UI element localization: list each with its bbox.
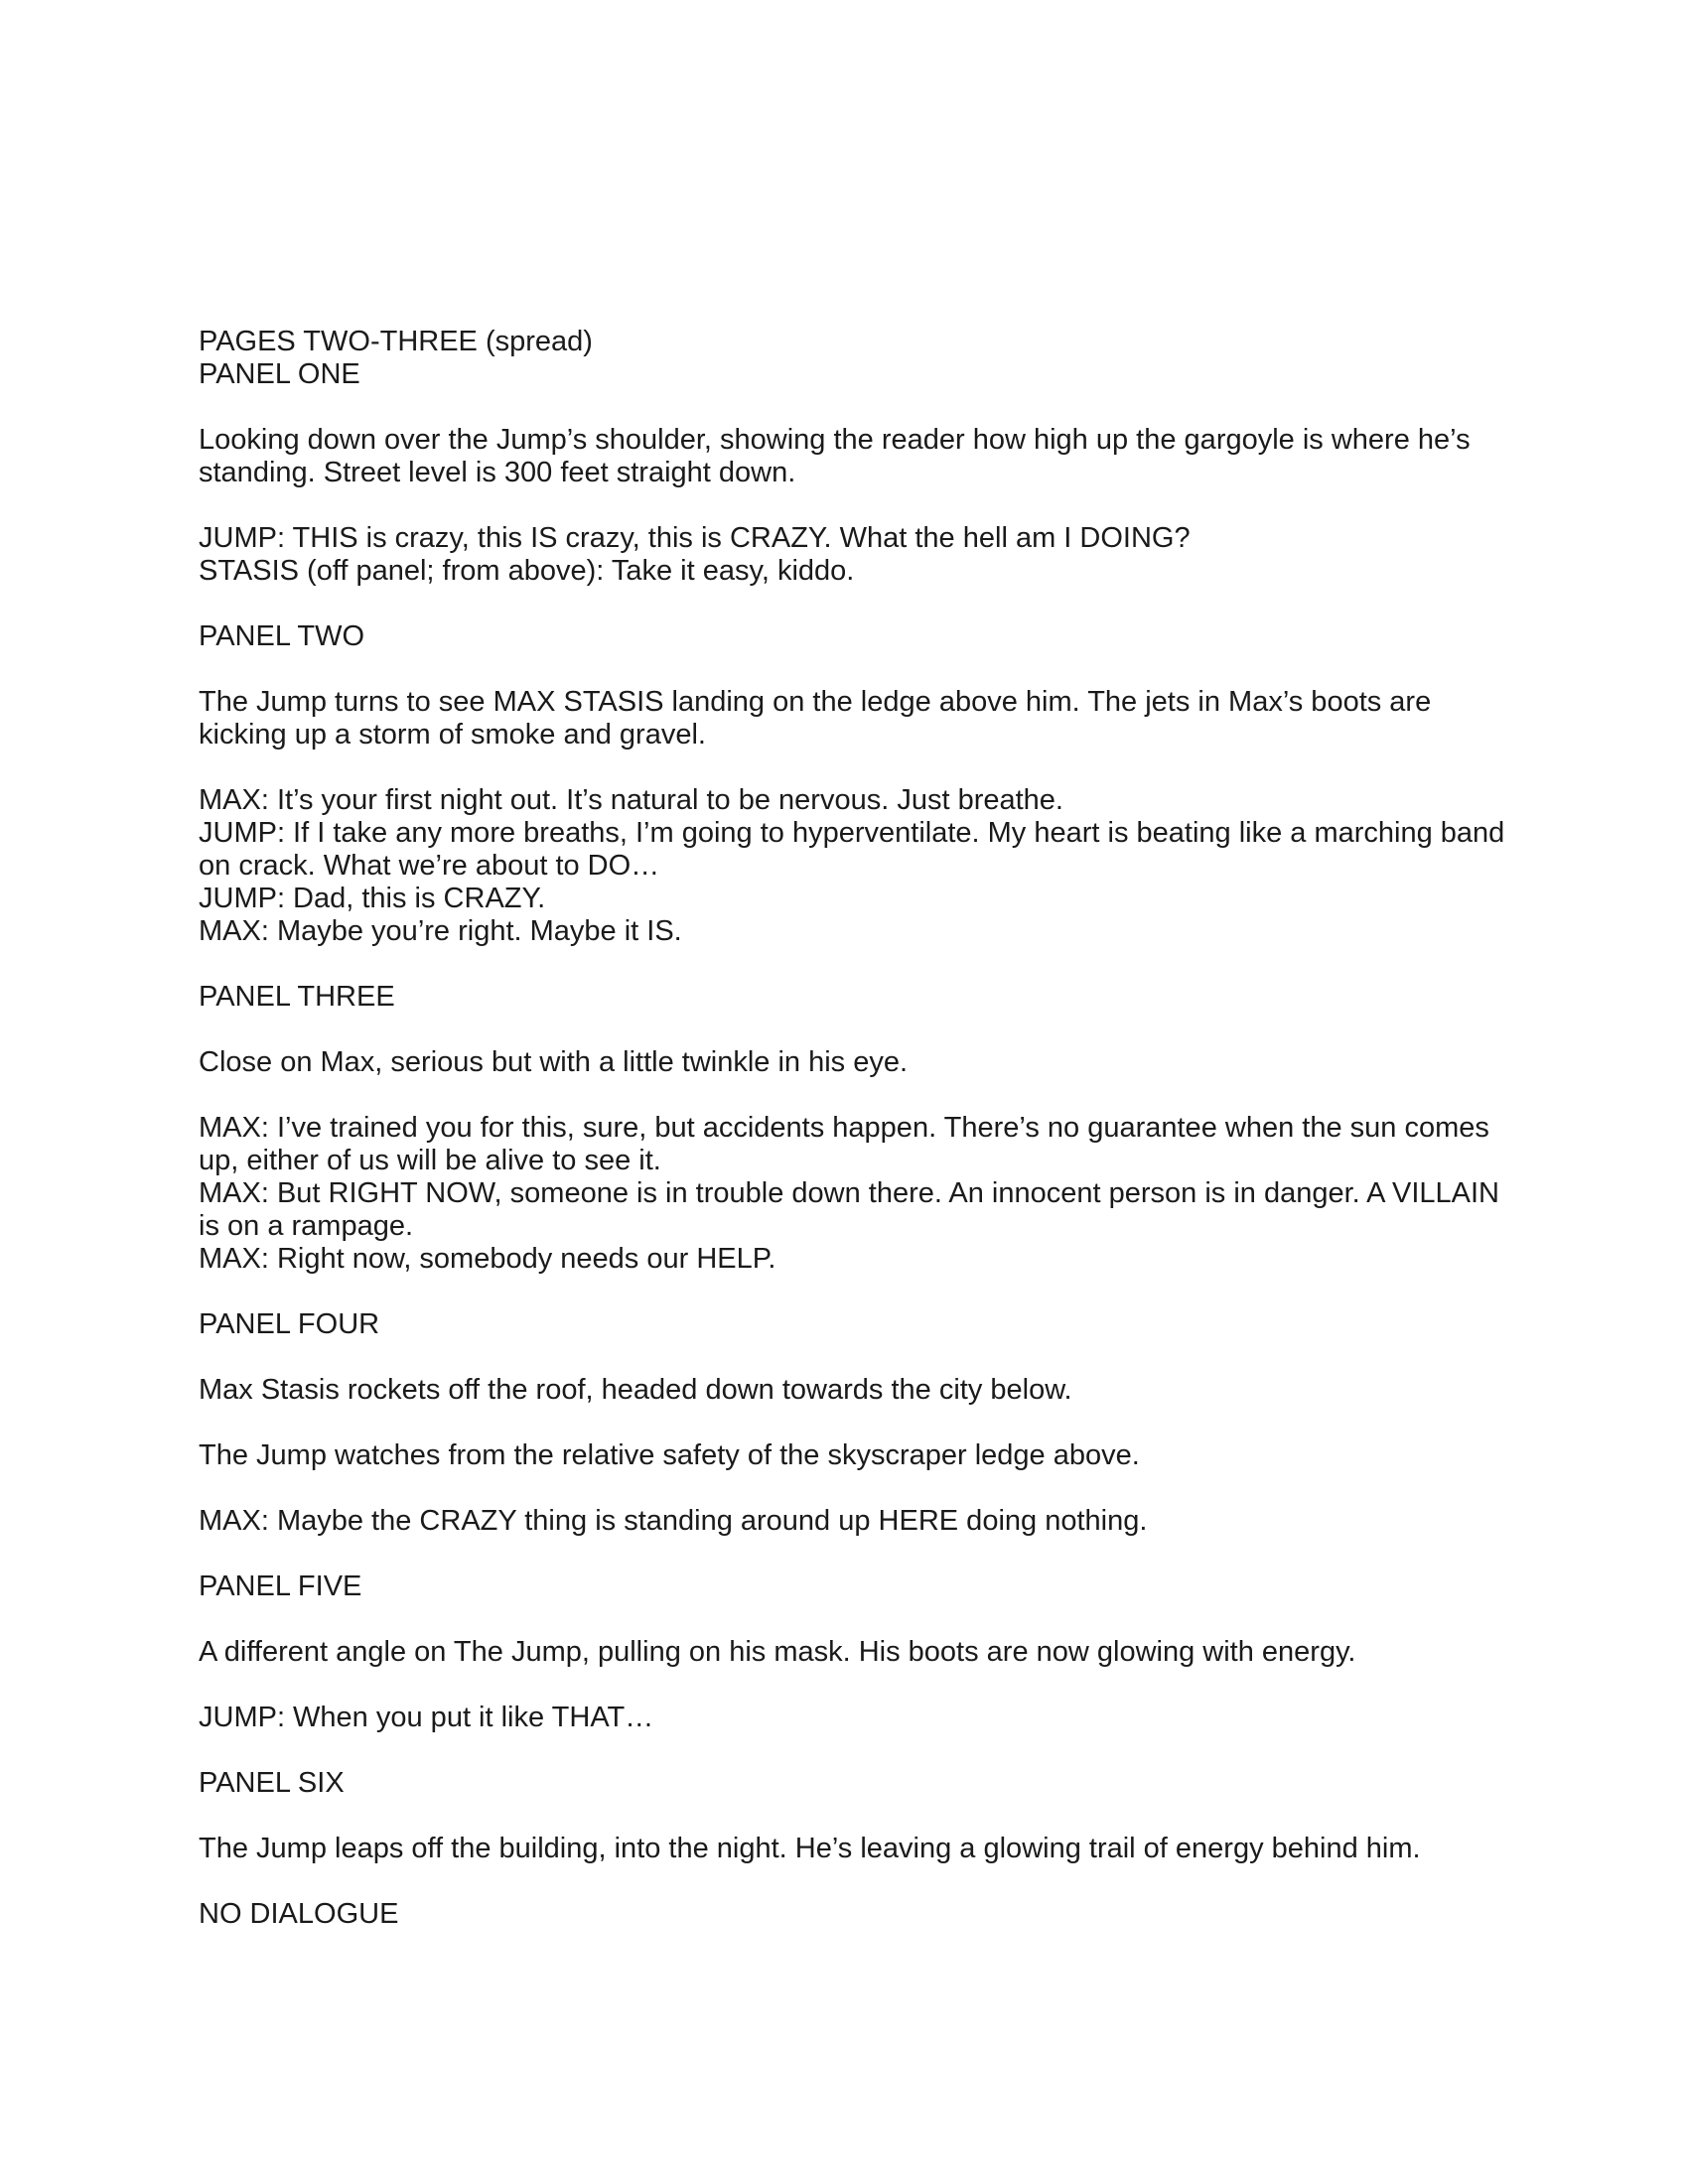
- panel-two-dialogue-2: JUMP: If I take any more breaths, I’m going to hyperventilate. My heart is beating like a marching band on crack. What we’re about to DO…: [199, 817, 1505, 882]
- panel-six-description: The Jump leaps off the building, into the night. He’s leaving a glowing trail of energy behind him.: [199, 1833, 1421, 1864]
- panel-one-dialogue-2: STASIS (off panel; from above): Take it easy, kiddo.: [199, 555, 855, 587]
- panel-three-heading: PANEL THREE: [199, 981, 395, 1013]
- panel-two-description: The Jump turns to see MAX STASIS landing on the ledge above him. The jets in Max’s boots are kicking up a storm of smoke and gravel.: [199, 686, 1432, 751]
- panel-four-description-2: The Jump watches from the relative safety of the skyscraper ledge above.: [199, 1439, 1140, 1471]
- panel-four-dialogue-1: MAX: Maybe the CRAZY thing is standing around up HERE doing nothing.: [199, 1505, 1148, 1537]
- panel-one-description: Looking down over the Jump’s shoulder, showing the reader how high up the gargoyle is where he’s standing. Street level is 300 feet straight down.: [199, 424, 1471, 488]
- panel-two-dialogue-4: MAX: Maybe you’re right. Maybe it IS.: [199, 915, 682, 947]
- panel-four-description-1: Max Stasis rockets off the roof, headed down towards the city below.: [199, 1374, 1072, 1406]
- panel-three-dialogue-2: MAX: But RIGHT NOW, someone is in trouble down there. An innocent person is in danger. A VILLAIN is on a rampage.: [199, 1177, 1499, 1242]
- panel-three-dialogue-1: MAX: I’ve trained you for this, sure, but accidents happen. There’s no guarantee when the sun comes up, either of us will be alive to see it.: [199, 1112, 1489, 1176]
- panel-three-description: Close on Max, serious but with a little twinkle in his eye.: [199, 1046, 909, 1078]
- panel-two-dialogue-1: MAX: It’s your first night out. It’s natural to be nervous. Just breathe.: [199, 784, 1063, 816]
- panel-five-description: A different angle on The Jump, pulling on his mask. His boots are now glowing with energy.: [199, 1636, 1356, 1668]
- panel-four-heading: PANEL FOUR: [199, 1308, 380, 1340]
- panel-one-dialogue-1: JUMP: THIS is crazy, this IS crazy, this is CRAZY. What the hell am I DOING?: [199, 522, 1191, 554]
- pages-heading: PAGES TWO-THREE (spread): [199, 326, 593, 357]
- panel-five-heading: PANEL FIVE: [199, 1570, 362, 1602]
- panel-two-heading: PANEL TWO: [199, 620, 365, 652]
- panel-five-dialogue-1: JUMP: When you put it like THAT…: [199, 1702, 654, 1733]
- panel-six-no-dialogue: NO DIALOGUE: [199, 1898, 399, 1930]
- panel-three-dialogue-3: MAX: Right now, somebody needs our HELP.: [199, 1243, 776, 1275]
- panel-six-heading: PANEL SIX: [199, 1767, 345, 1799]
- panel-one-heading: PANEL ONE: [199, 358, 360, 390]
- script-page: [199, 326, 1519, 1931]
- panel-two-dialogue-3: JUMP: Dad, this is CRAZY.: [199, 883, 546, 914]
